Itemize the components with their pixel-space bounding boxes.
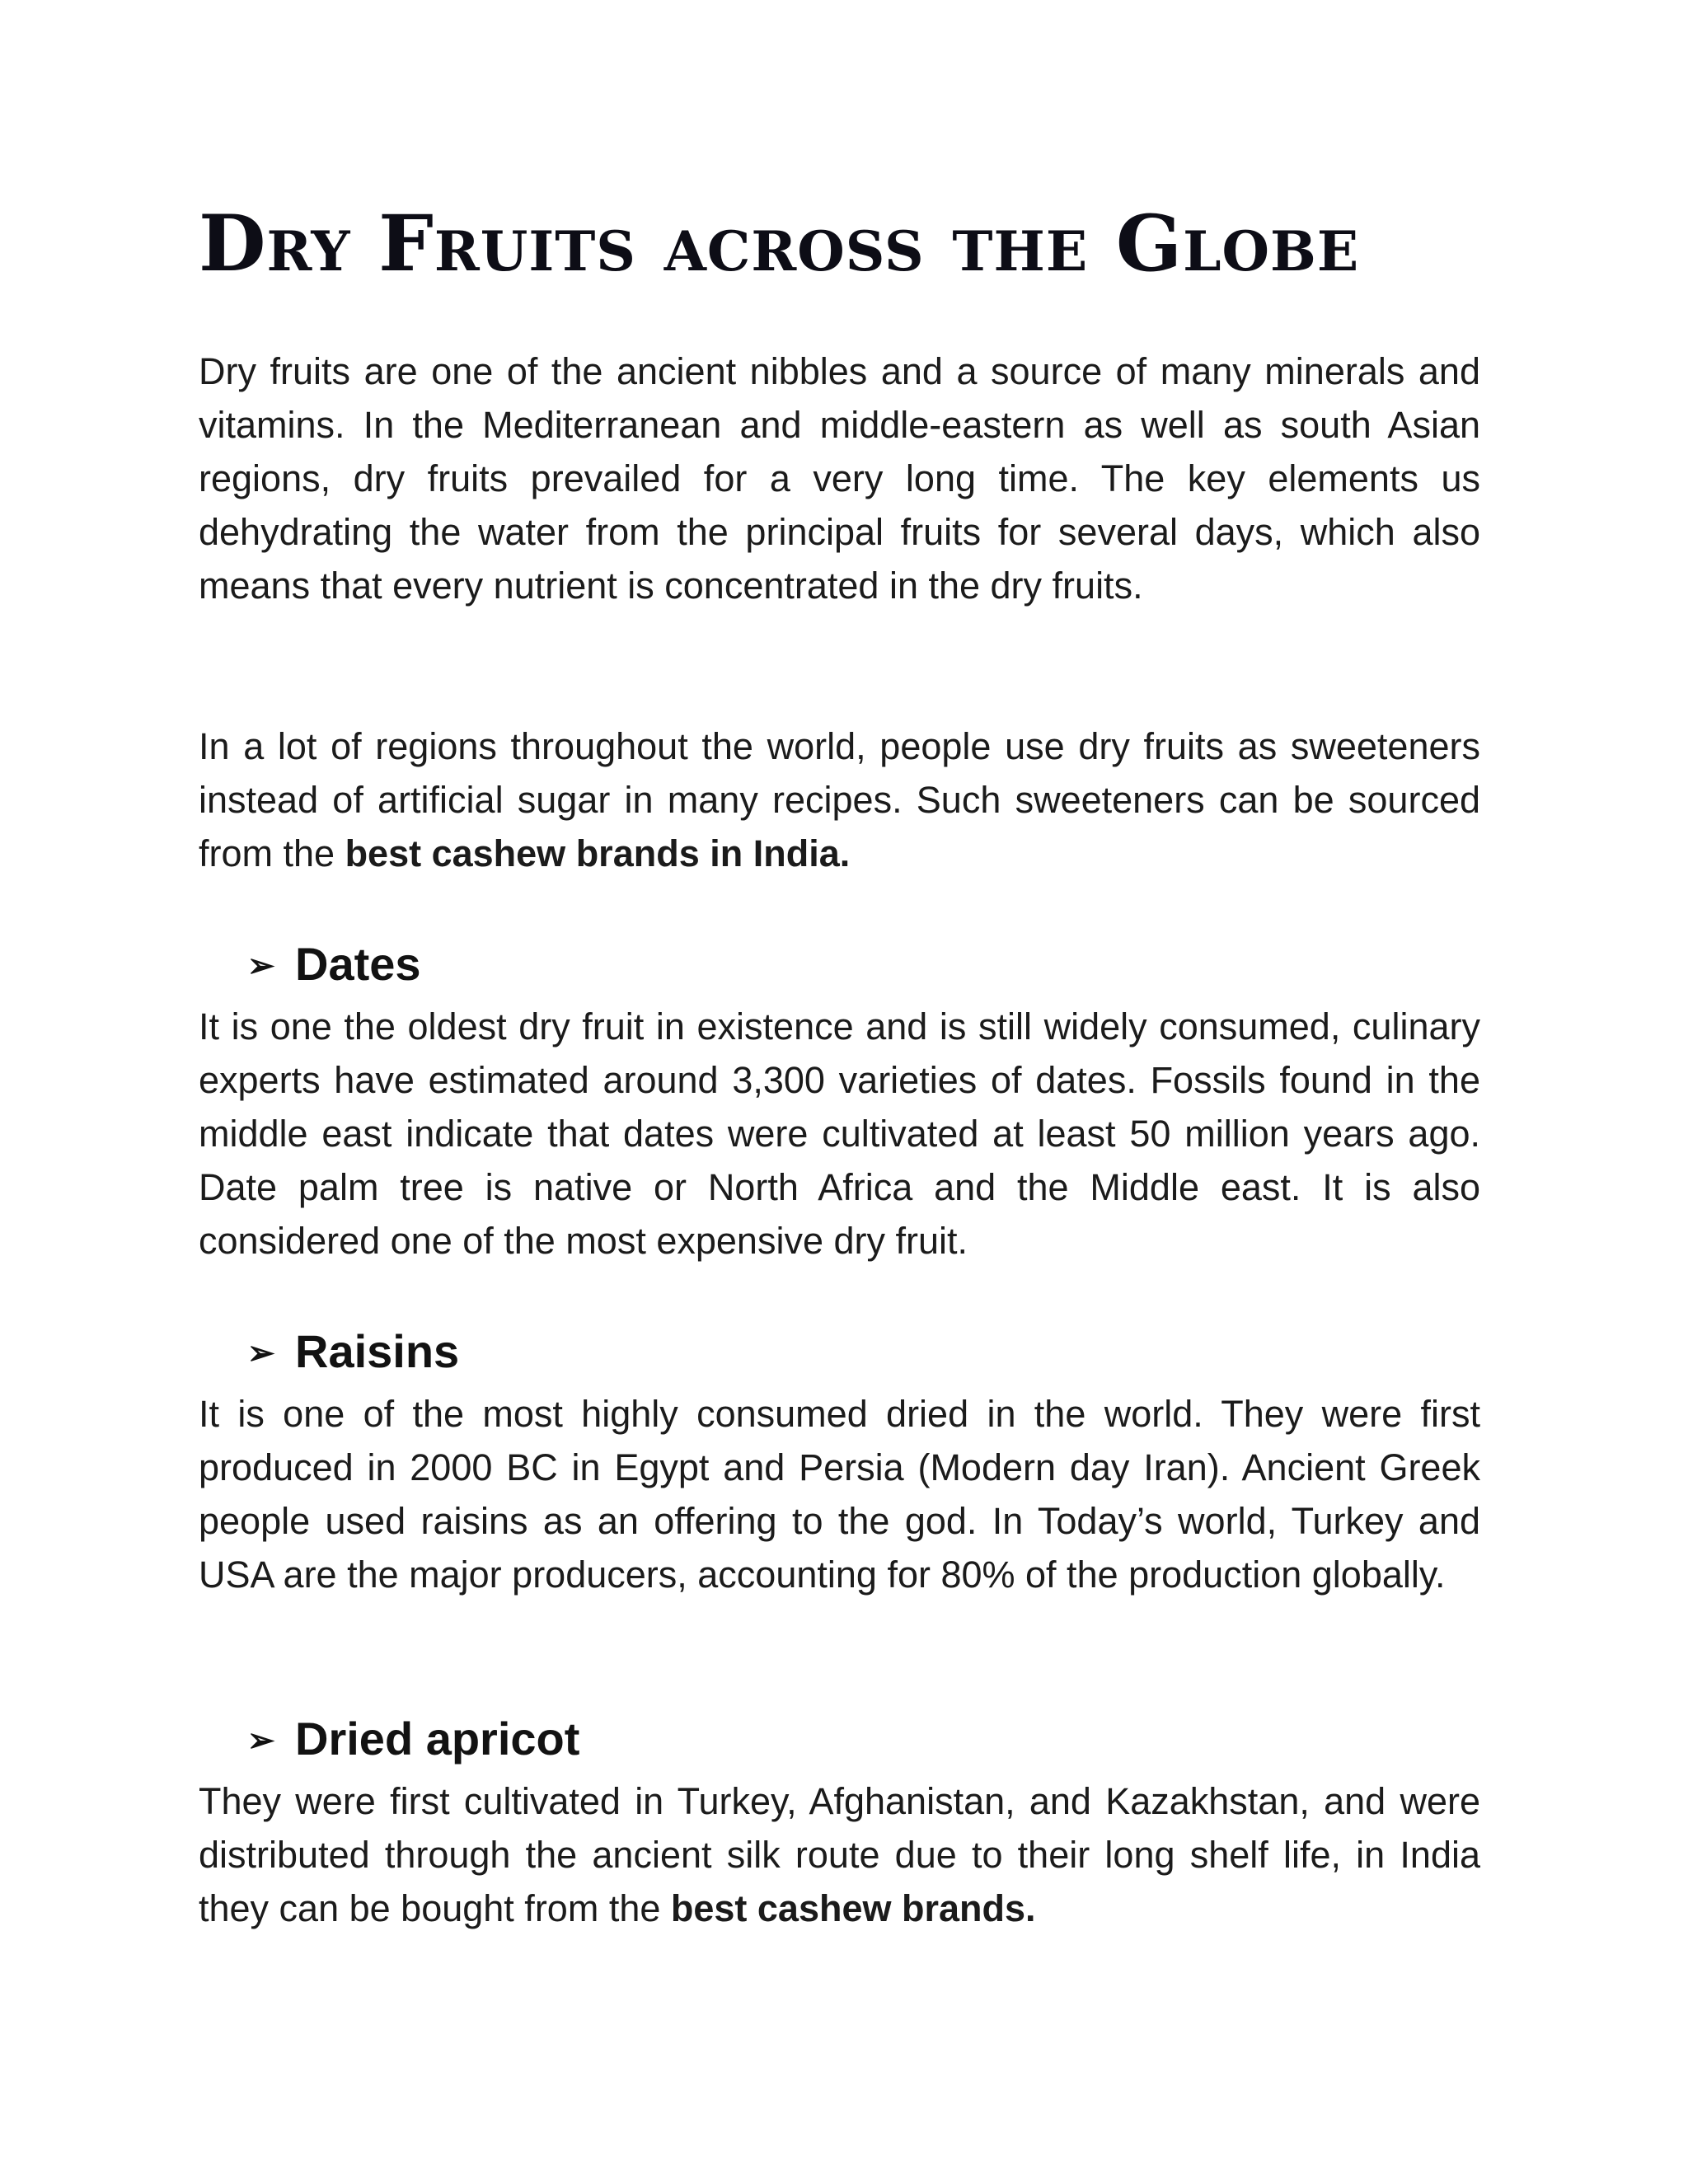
section-heading-dried-apricot <box>247 1710 579 1769</box>
section-text-bold: best cashew brands. <box>670 1887 1036 1929</box>
intro-paragraph-2-bold: best cashew brands in India. <box>345 832 851 874</box>
section-text: It is one the oldest dry fruit in existence and is still widely consumed, culinary experts have estimated around 3,300 varieties of dates. Fossils found in the middle east indicate that dates were cultivated at least 50 million years ago. Date palm tree is native or North Africa and the Middle east. It is also considered one of the most expensive dry fruit. <box>199 1005 1480 1262</box>
intro-paragraph-2 <box>199 719 1480 880</box>
section-heading-dates <box>247 935 421 995</box>
section-heading-label: Dried apricot <box>295 1713 580 1765</box>
section-heading-raisins <box>247 1323 459 1382</box>
arrow-bullet-icon: ➢ <box>247 1335 275 1371</box>
section-text-raisins <box>199 1387 1480 1601</box>
intro-paragraph-2-text: In a lot of regions throughout the world, people use dry fruits as sweeteners instead of artificial sugar in many recipes. Such sweeteners can be sourced from the <box>199 725 1480 874</box>
arrow-bullet-icon: ➢ <box>247 1722 275 1759</box>
section-text-dried-apricot <box>199 1774 1480 1935</box>
section-heading-label: Raisins <box>295 1325 460 1377</box>
intro-paragraph-1-text: Dry fruits are one of the ancient nibbles and a source of many minerals and vitamins. In the Mediterranean and middle-eastern as well as south Asian regions, dry fruits prevailed for a very long time. The key elements us dehydrating the water from the principal fruits for several days, which also means that every nutrient is concentrated in the dry fruits. <box>199 350 1480 607</box>
section-text-dates <box>199 1000 1480 1268</box>
page-title: Dry Fruits across the Globe <box>199 199 1360 289</box>
section-text: They were first cultivated in Turkey, Afghanistan, and Kazakhstan, and were distributed through the ancient silk route due to their long shelf life, in India they can be bought from the <box>199 1780 1480 1929</box>
section-text: It is one of the most highly consumed dried in the world. They were first produced in 2000 BC in Egypt and Persia (Modern day Iran). Ancient Greek people used raisins as an offering to the god. In Today’s world, Turkey and USA are the major producers, accounting for 80% of the production globally. <box>199 1393 1480 1596</box>
intro-paragraph-1 <box>199 344 1480 612</box>
section-heading-label: Dates <box>295 938 421 990</box>
arrow-bullet-icon: ➢ <box>247 948 275 984</box>
